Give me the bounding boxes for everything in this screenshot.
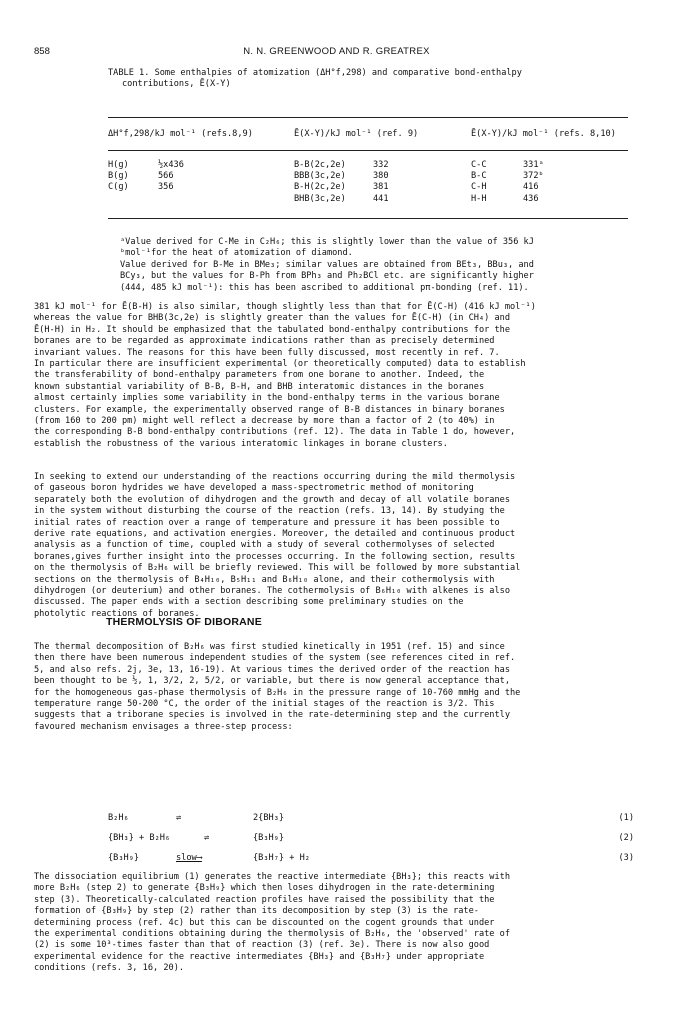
- footnote-line: ᵇmol⁻¹for the heat of atomization of diamond.: [120, 248, 353, 259]
- footnote-line: (444, 485 kJ mol⁻¹): this has been ascribed to additional pπ-bonding (ref. 11).: [120, 282, 529, 293]
- footnote-line: BCy₃, but the values for B-Ph from BPh₃ and Ph₂BCl etc. are significantly higher: [120, 271, 534, 282]
- text-line: invariant values. The reasons for this have been fully discussed, most recently in ref. 7.: [34, 347, 500, 358]
- table-row: [108, 160, 628, 171]
- table-cell: H-H: [471, 193, 487, 204]
- table-caption: [108, 68, 628, 91]
- text-line: photolytic reactions of boranes.: [34, 608, 200, 619]
- text-line: favoured mechanism envisages a three-step process:: [34, 721, 293, 732]
- text-line: In seeking to extend our understanding of the reactions occurring during the mild thermolysis: [34, 472, 516, 482]
- text-line: establish the robustness of the various interatomic linkages in borane clusters.: [34, 438, 448, 449]
- text-line: separately both the evolution of dihydrogen and the growth and decay of all volatile boranes: [34, 494, 510, 505]
- text-line: determining process (ref. 4c) but this can be discounted on the cogent grounds that under: [34, 917, 495, 928]
- text-line: suggests that a triborane species is involved in the rate-determining step and the currently: [34, 710, 510, 721]
- text-line: known substantial variability of B-B, B-H, and BHB interatomic distances in the boranes: [34, 381, 485, 392]
- table-cell: ½x436: [158, 160, 184, 170]
- text-line: the experimental conditions obtaining during the thermolysis of B₂H₆, the 'observed' rate of: [34, 929, 510, 940]
- footnote-line: ᵃValue derived for C-Me in C₂H₆; this is slightly lower than the value of 356 kJ: [120, 237, 534, 247]
- text-line: sections on the thermolysis of B₄H₁₀, B₅H₁₁ and B₆H₁₀ alone, and their cothermolysis with: [34, 574, 495, 585]
- table-cell: H(g): [108, 160, 129, 170]
- table-cell: 566: [158, 171, 174, 182]
- equilibrium-arrow: ⇌: [176, 813, 182, 823]
- section-heading: THERMOLYSIS OF DIBORANE: [106, 616, 262, 628]
- text-line: of gaseous boron hydrides we have developed a mass-spectrometric method of monitoring: [34, 483, 474, 494]
- table-cell: 381: [373, 182, 389, 193]
- table-column-headers: [108, 129, 628, 140]
- text-line: whereas the value for BHB(3c,2e) is slightly greater than the values for Ē(C-H) (in CH₄) and: [34, 313, 510, 324]
- table-cell: 356: [158, 182, 174, 193]
- table-bottom-rule: [108, 218, 628, 219]
- text-line: formation of {B₃H₉} by step (2) rather than its decomposition by step (3) is the rate-: [34, 906, 479, 917]
- table-cell: B-H(2c,2e): [294, 182, 346, 193]
- text-line: (from 160 to 200 pm) might well reflect a decrease by more than a factor of 2 (to 40%) in: [34, 416, 495, 427]
- table-cell: 436: [523, 193, 539, 204]
- table-cell: 441: [373, 193, 389, 204]
- text-line: step (3). Theoretically-calculated reaction profiles have raised the possibility that the: [34, 894, 495, 905]
- table-cell: 380: [373, 171, 389, 182]
- equation-lhs: {B₃H₉}: [108, 853, 140, 863]
- table-top-rule: [108, 117, 628, 118]
- text-line: discussed. The paper ends with a section describing some preliminary studies on the: [34, 597, 464, 608]
- table-row: [108, 171, 628, 182]
- text-line: In particular there are insufficient experimental (or theoretically computed) data to establish: [34, 359, 526, 370]
- text-line: Ē(H-H) in H₂. It should be emphasized that the tabulated bond-enthalpy contributions for the: [34, 324, 510, 335]
- table-body: [108, 160, 628, 205]
- column-header: Ē(X-Y)/kJ mol⁻¹ (ref. 9): [294, 129, 419, 139]
- table-cell: 372ᵇ: [523, 171, 544, 182]
- table-cell: C(g): [108, 182, 129, 193]
- text-line: clusters. For example, the experimentally observed range of B-B distances in binary boranes: [34, 404, 505, 415]
- table-cell: C-C: [471, 160, 487, 170]
- column-header: Ē(X-Y)/kJ mol⁻¹ (refs. 8,10): [471, 129, 616, 139]
- page-number: 858: [34, 46, 50, 57]
- text-line: for the homogeneous gas-phase thermolysis of B₂H₆ in the pressure range of 10-760 mmHg and the: [34, 687, 521, 698]
- table-row: [108, 182, 628, 193]
- text-line: in the system without disturbing the course of the reaction (refs. 13, 14). By studying the: [34, 506, 505, 517]
- running-head: N. N. GREENWOOD AND R. GREATREX: [243, 46, 430, 57]
- text-line: on the thermolysis of B₂H₆ will be briefly reviewed. This will be followed by more substantial: [34, 563, 521, 574]
- equation-number: (1): [618, 813, 634, 823]
- table-cell: BBB(3c,2e): [294, 171, 346, 182]
- slow-arrow: slow⟶: [176, 853, 202, 863]
- table-cell: C-H: [471, 182, 487, 193]
- footnote-line: Value derived for B-Me in BMe₃; similar values are obtained from BEt₃, BBu₃, and: [120, 259, 534, 270]
- table-cell: BHB(3c,2e): [294, 193, 346, 204]
- text-line: analysis as a function of time, coupled with a study of several cothermolyses of selected: [34, 540, 495, 551]
- equation-rhs: {B₃H₇} + H₂: [253, 853, 310, 863]
- table-footnotes: [120, 237, 630, 294]
- equation-rhs: 2{BH₃}: [253, 813, 285, 823]
- text-line: dihydrogen (or deuterium) and other boranes. The cothermolysis of B₆H₁₀ with alkenes is also: [34, 586, 510, 597]
- text-line: almost certainly implies some variability in the bond-enthalpy terms in the various borane: [34, 393, 500, 404]
- text-line: boranes are to be regarded as approximate indications rather than as precisely determined: [34, 336, 495, 347]
- table-caption-line: TABLE 1. Some enthalpies of atomization (ΔH°f,298) and comparative bond-enthalpy: [108, 68, 522, 78]
- table-cell: B-C: [471, 171, 487, 182]
- text-line: derive rate equations, and activation energies. Moreover, the detailed and continuous product: [34, 529, 516, 540]
- table-cell: 332: [373, 160, 389, 170]
- text-line: The dissociation equilibrium (1) generates the reactive intermediate {BH₃}; this reacts with: [34, 872, 510, 882]
- table-cell: B-B(2c,2e): [294, 160, 346, 170]
- text-line: the corresponding B-B bond-enthalpy contributions (ref. 12). The data in Table 1 do, however,: [34, 427, 516, 438]
- table-cell: 416: [523, 182, 539, 193]
- text-line: (2) is some 10³-times faster than that of reaction (3) (ref. 3e). There is now also good: [34, 940, 490, 951]
- column-header: ΔH°f,298/kJ mol⁻¹ (refs.8,9): [108, 129, 253, 139]
- paragraph-diborane: [34, 642, 639, 733]
- text-line: temperature range 50-200 °C, the order of the initial stages of the reaction is 3/2. This: [34, 699, 495, 710]
- text-line: more B₂H₆ (step 2) to generate {B₃H₉} which then loses dihydrogen in the rate-determining: [34, 883, 495, 894]
- text-line: initial rates of reaction over a range of temperature and pressure it has been possible to: [34, 517, 500, 528]
- equation-number: (2): [618, 833, 634, 843]
- text-line: boranes,gives further insight into the processes occurring. In the following section, results: [34, 551, 516, 562]
- text-line: 381 kJ mol⁻¹ for Ē(B-H) is also similar, though slightly less than that for Ē(C-H) (416 kJ mol⁻¹): [34, 302, 536, 312]
- text-line: the transferability of bond-enthalpy parameters from one borane to another. Indeed, the: [34, 370, 485, 381]
- paragraph-dissociation: [34, 872, 639, 975]
- text-line: The thermal decomposition of B₂H₆ was first studied kinetically in 1951 (ref. 15) and since: [34, 642, 505, 652]
- text-line: been thought to be ½, 1, 3/2, 2, 5/2, or variable, but there is now general acceptance that,: [34, 676, 510, 687]
- equation-lhs: B₂H₆: [108, 813, 129, 823]
- equation-rhs: {B₃H₉}: [253, 833, 285, 843]
- paragraph-bond-enthalpy: [34, 302, 639, 450]
- table-row: [108, 194, 628, 205]
- equilibrium-arrow: ⇌: [204, 833, 210, 843]
- equation-lhs: {BH₃} + B₂H₆: [108, 833, 171, 843]
- table-cell: B(g): [108, 171, 129, 182]
- table-cell: 331ᵃ: [523, 160, 544, 170]
- paragraph-method: [34, 472, 639, 620]
- text-line: conditions (refs. 3, 16, 20).: [34, 963, 185, 974]
- text-line: then there have been numerous independent studies of the system (see references cited in ref.: [34, 653, 516, 664]
- table-header-rule: [108, 150, 628, 151]
- text-line: 5, and also refs. 2j, 3e, 13, 16-19). At various times the derived order of the reaction has: [34, 664, 510, 675]
- equation-number: (3): [618, 853, 634, 863]
- table-caption-line: contributions, Ē(X-Y): [122, 79, 231, 90]
- text-line: experimental evidence for the reactive intermediates {BH₃} and {B₃H₇} under appropriate: [34, 951, 485, 962]
